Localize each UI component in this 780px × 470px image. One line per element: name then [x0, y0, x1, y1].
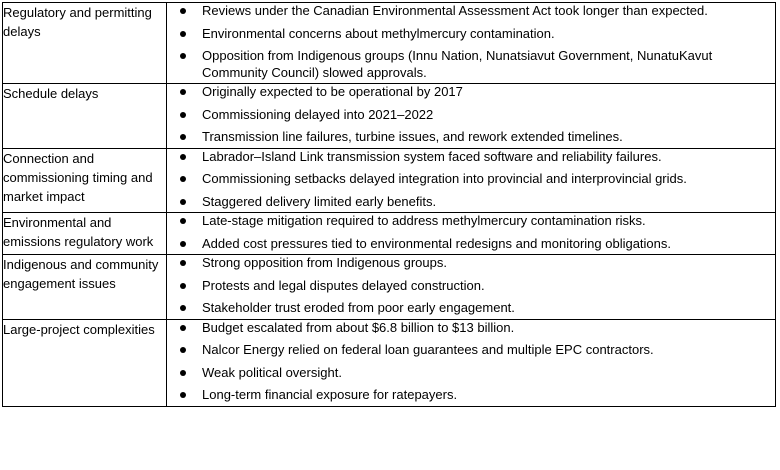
bullet-item: [167, 48, 775, 81]
table-row-large-project: [3, 319, 776, 406]
bullet-dot-icon: [180, 392, 186, 398]
category-cell: Connection and commissioning timing and market impact: [3, 148, 167, 213]
bullet-item: [167, 300, 775, 317]
bullet-list: [167, 320, 775, 404]
category-cell: Regulatory and permitting delays: [3, 3, 167, 84]
bullet-item: [167, 236, 775, 253]
bullet-text: Reviews under the Canadian Environmental Assessment Act took longer than expected.: [202, 3, 708, 18]
bullet-text: Commissioning delayed into 2021–2022: [202, 106, 434, 122]
bullet-dot-icon: [180, 347, 186, 353]
bullet-dot-icon: [180, 199, 186, 205]
table-row-schedule: [3, 84, 776, 149]
bullet-item: [167, 342, 775, 359]
bullet-text: Protests and legal disputes delayed construction.: [202, 277, 485, 293]
bullet-item: [167, 194, 775, 211]
bullet-item: [167, 107, 775, 124]
details-cell: [167, 319, 776, 406]
details-cell: [167, 213, 776, 255]
bullet-text: Weak political oversight.: [202, 364, 342, 380]
bullet-item: [167, 129, 775, 146]
bullet-list: [167, 213, 775, 252]
bullet-dot-icon: [180, 325, 186, 331]
bullet-dot-icon: [180, 241, 186, 247]
bullet-text: Staggered delivery limited early benefits.: [202, 193, 437, 209]
bullet-item: [167, 365, 775, 382]
bullet-text: Opposition from Indigenous groups (Innu Nation, Nunatsiavut Government, NunatuKavut Community Council) slowed approvals.: [202, 48, 713, 80]
bullet-text: Transmission line failures, turbine issues, and rework extended timelines.: [202, 129, 623, 144]
bullet-text: Originally expected to be operational by 2017: [202, 84, 463, 99]
bullet-list: [167, 149, 775, 211]
table-row-regulatory: [3, 3, 776, 84]
bullet-dot-icon: [180, 89, 186, 95]
bullet-item: [167, 255, 775, 272]
bullet-dot-icon: [180, 283, 186, 289]
bullet-dot-icon: [180, 260, 186, 266]
bullet-item: [167, 278, 775, 295]
bullet-item: [167, 26, 775, 43]
bullet-text: Nalcor Energy relied on federal loan guarantees and multiple EPC contractors.: [202, 342, 654, 357]
details-cell: [167, 255, 776, 320]
bullet-text: Strong opposition from Indigenous groups.: [202, 255, 447, 270]
bullet-text: Environmental concerns about methylmercury contamination.: [202, 25, 555, 41]
table-row-indigenous: [3, 255, 776, 320]
bullet-dot-icon: [180, 154, 186, 160]
bullet-text: Commissioning setbacks delayed integration into provincial and interprovincial grids.: [202, 171, 687, 186]
category-cell: Large-project complexities: [3, 319, 167, 406]
table-row-environmental: [3, 213, 776, 255]
details-cell: [167, 3, 776, 84]
bullet-item: [167, 149, 775, 166]
bullet-text: Long-term financial exposure for ratepayers.: [202, 387, 458, 402]
issues-table: [2, 2, 776, 407]
bullet-dot-icon: [180, 370, 186, 376]
bullet-item: [167, 171, 775, 188]
category-cell: Schedule delays: [3, 84, 167, 149]
details-cell: [167, 148, 776, 213]
bullet-item: [167, 213, 775, 230]
bullet-dot-icon: [180, 176, 186, 182]
bullet-dot-icon: [180, 134, 186, 140]
bullet-text: Stakeholder trust eroded from poor early engagement.: [202, 300, 515, 315]
bullet-text: Late-stage mitigation required to address methylmercury contamination risks.: [202, 213, 646, 228]
bullet-dot-icon: [180, 305, 186, 311]
bullet-text: Added cost pressures tied to environmental redesigns and monitoring obligations.: [202, 235, 671, 251]
bullet-list: [167, 3, 775, 81]
bullet-dot-icon: [180, 8, 186, 14]
bullet-text: Budget escalated from about $6.8 billion to $13 billion.: [202, 319, 515, 335]
bullet-list: [167, 255, 775, 317]
bullet-item: [167, 387, 775, 404]
bullet-dot-icon: [180, 31, 186, 37]
bullet-list: [167, 84, 775, 146]
bullet-text: Labrador–Island Link transmission system faced software and reliability failures.: [202, 148, 662, 164]
category-cell: Environmental and emissions regulatory work: [3, 213, 167, 255]
category-cell: Indigenous and community engagement issues: [3, 255, 167, 320]
bullet-dot-icon: [180, 218, 186, 224]
bullet-item: [167, 320, 775, 337]
issues-table-body: [3, 3, 776, 407]
bullet-dot-icon: [180, 112, 186, 118]
table-row-connection: [3, 148, 776, 213]
bullet-item: [167, 84, 775, 101]
details-cell: [167, 84, 776, 149]
bullet-dot-icon: [180, 53, 186, 59]
bullet-item: [167, 3, 775, 20]
